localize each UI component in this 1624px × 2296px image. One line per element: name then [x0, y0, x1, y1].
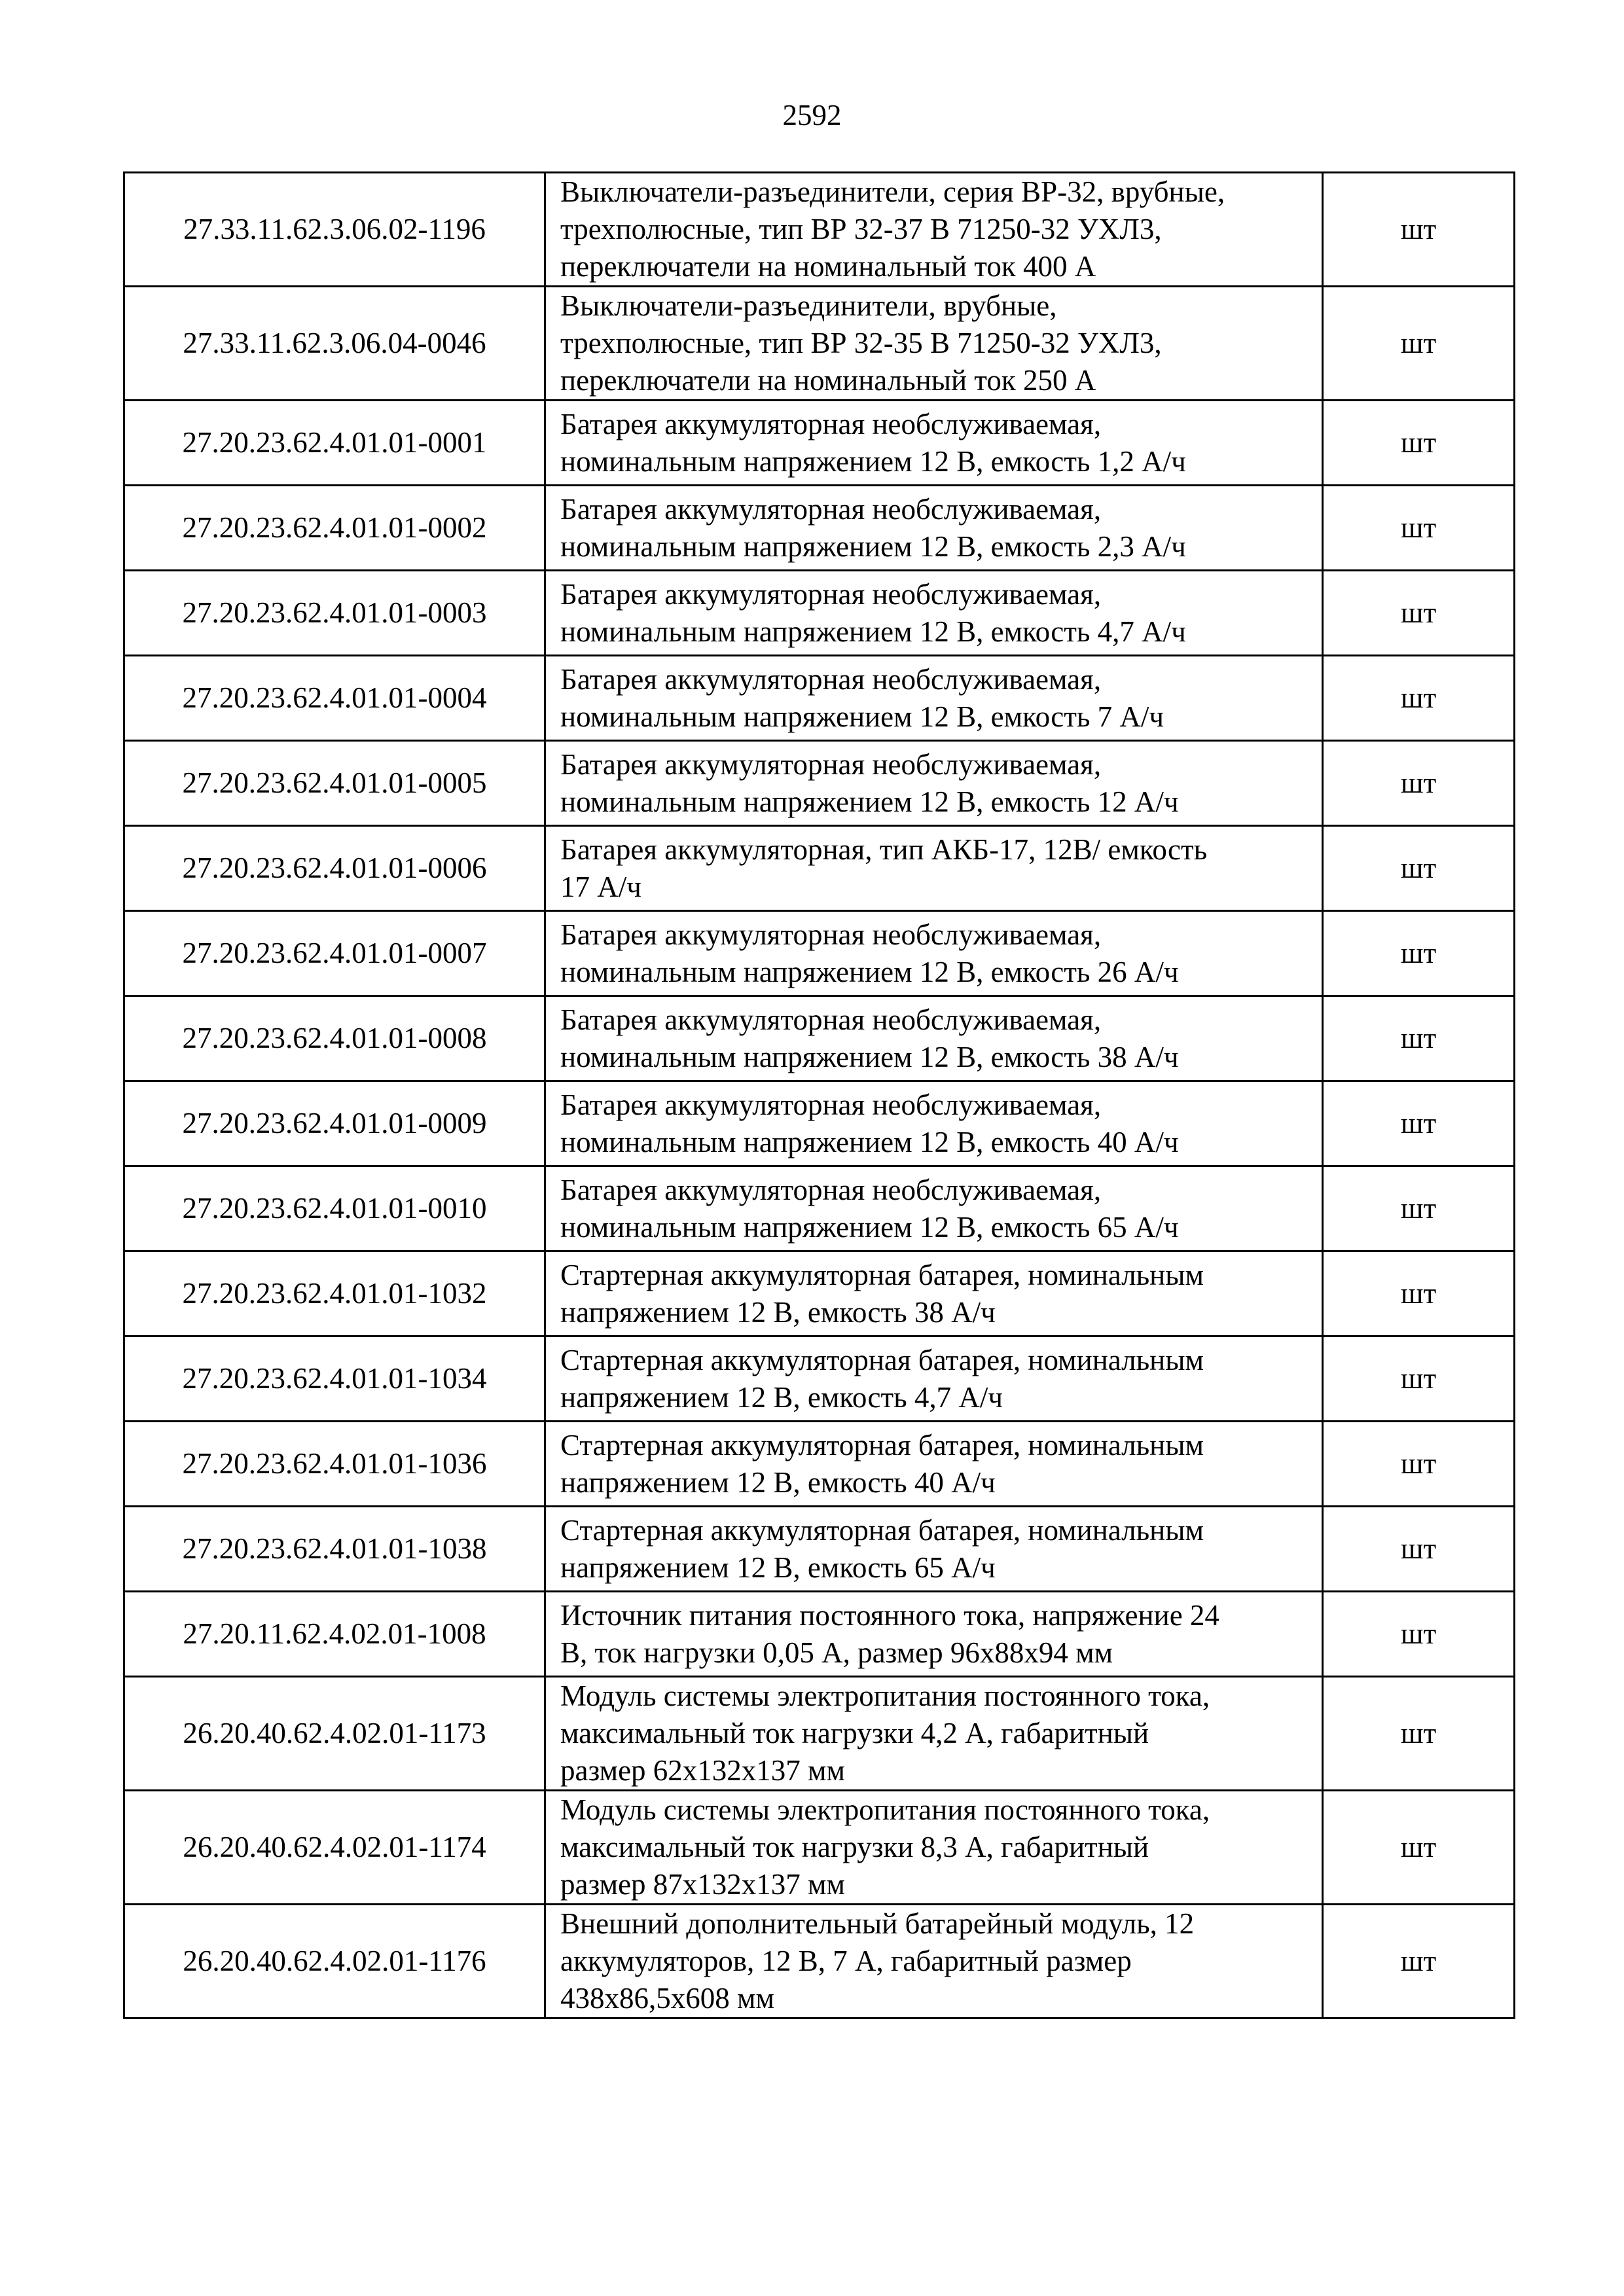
resource-code: 26.20.40.62.4.02.01-1173 [124, 1677, 545, 1791]
unit-of-measure: шт [1323, 1791, 1515, 1905]
description-line: 17 А/ч [560, 870, 641, 903]
unit-of-measure: шт [1323, 1905, 1515, 2018]
resource-code: 27.20.23.62.4.01.01-1036 [124, 1422, 545, 1507]
resource-code: 27.20.23.62.4.01.01-1032 [124, 1251, 545, 1336]
description-line: Батарея аккумуляторная необслуживаемая, [560, 407, 1102, 440]
description-line: трехполюсные, тип ВР 32-37 В 71250-32 УХЛ3, [560, 213, 1162, 245]
description-line: Батарея аккумуляторная необслуживаемая, [560, 747, 1102, 781]
unit-of-measure: шт [1323, 1336, 1515, 1422]
unit-of-measure: шт [1323, 1251, 1515, 1336]
resource-description [545, 1422, 1323, 1507]
description-line: аккумуляторов, 12 В, 7 А, габаритный размер [560, 1945, 1132, 1977]
resource-code: 27.20.23.62.4.01.01-0010 [124, 1166, 545, 1251]
resource-code: 26.20.40.62.4.02.01-1176 [124, 1905, 545, 2018]
table-row [124, 1166, 1515, 1251]
description-line: номинальным напряжением 12 В, емкость 65 А/ч [560, 1210, 1179, 1244]
description-line: Стартерная аккумуляторная батарея, номинальным [560, 1513, 1204, 1547]
description-line: Батарея аккумуляторная необслуживаемая, [560, 662, 1102, 696]
resource-code: 27.20.23.62.4.01.01-0003 [124, 571, 545, 656]
table-row [124, 1592, 1515, 1677]
unit-of-measure: шт [1323, 287, 1515, 401]
resource-code: 27.20.23.62.4.01.01-0008 [124, 996, 545, 1081]
unit-of-measure: шт [1323, 911, 1515, 996]
description-line: Батарея аккумуляторная необслуживаемая, [560, 1088, 1102, 1121]
description-line: номинальным напряжением 12 В, емкость 40 А/ч [560, 1125, 1179, 1158]
resource-code: 27.20.23.62.4.01.01-0005 [124, 741, 545, 826]
description-line: номинальным напряжением 12 В, емкость 2,3 А/ч [560, 529, 1186, 563]
description-line: Батарея аккумуляторная необслуживаемая, [560, 1003, 1102, 1036]
table-row [124, 486, 1515, 571]
resource-description [545, 741, 1323, 826]
table-row [124, 571, 1515, 656]
table-row [124, 996, 1515, 1081]
description-line: Стартерная аккумуляторная батарея, номинальным [560, 1258, 1204, 1291]
resource-description [545, 571, 1323, 656]
unit-of-measure: шт [1323, 1507, 1515, 1592]
resource-description [545, 1905, 1323, 2018]
description-line: номинальным напряжением 12 В, емкость 4,7 А/ч [560, 615, 1186, 648]
unit-of-measure: шт [1323, 1677, 1515, 1791]
description-line: Модуль системы электропитания постоянного тока, [560, 1679, 1210, 1712]
unit-of-measure: шт [1323, 1166, 1515, 1251]
description-line: напряжением 12 В, емкость 65 А/ч [560, 1551, 996, 1584]
table-row [124, 911, 1515, 996]
description-line: размер 87х132х137 мм [560, 1868, 846, 1901]
description-line: напряжением 12 В, емкость 4,7 А/ч [560, 1380, 1003, 1414]
resource-description [545, 996, 1323, 1081]
resource-description [545, 401, 1323, 486]
resource-code: 27.20.23.62.4.01.01-0007 [124, 911, 545, 996]
unit-of-measure: шт [1323, 1422, 1515, 1507]
description-line: 438х86,5х608 мм [560, 1982, 774, 2015]
resource-code: 27.20.23.62.4.01.01-1038 [124, 1507, 545, 1592]
description-line: переключатели на номинальный ток 250 А [560, 364, 1096, 397]
description-line: номинальным напряжением 12 В, емкость 38 А/ч [560, 1040, 1179, 1073]
description-line: номинальным напряжением 12 В, емкость 7 А/ч [560, 700, 1164, 733]
resource-code: 26.20.40.62.4.02.01-1174 [124, 1791, 545, 1905]
table-row [124, 1251, 1515, 1336]
resource-description [545, 1507, 1323, 1592]
description-line: максимальный ток нагрузки 8,3 А, габаритный [560, 1831, 1149, 1863]
unit-of-measure: шт [1323, 1592, 1515, 1677]
unit-of-measure: шт [1323, 401, 1515, 486]
resource-code: 27.33.11.62.3.06.02-1196 [124, 173, 545, 287]
description-line: размер 62х132х137 мм [560, 1754, 846, 1787]
unit-of-measure: шт [1323, 656, 1515, 741]
description-line: Модуль системы электропитания постоянного тока, [560, 1793, 1210, 1826]
description-line: номинальным напряжением 12 В, емкость 26 А/ч [560, 955, 1179, 988]
description-line: Батарея аккумуляторная необслуживаемая, [560, 492, 1102, 526]
table-row [124, 173, 1515, 287]
resource-description [545, 826, 1323, 911]
resource-description [545, 1677, 1323, 1791]
unit-of-measure: шт [1323, 173, 1515, 287]
table-row [124, 741, 1515, 826]
resource-description [545, 911, 1323, 996]
description-line: Батарея аккумуляторная необслуживаемая, [560, 577, 1102, 611]
unit-of-measure: шт [1323, 571, 1515, 656]
table-row [124, 401, 1515, 486]
resource-code: 27.20.23.62.4.01.01-0004 [124, 656, 545, 741]
description-line: Стартерная аккумуляторная батарея, номинальным [560, 1428, 1204, 1462]
resource-code: 27.20.23.62.4.01.01-1034 [124, 1336, 545, 1422]
unit-of-measure: шт [1323, 741, 1515, 826]
unit-of-measure: шт [1323, 826, 1515, 911]
table-row [124, 287, 1515, 401]
description-line: Выключатели-разъединители, серия ВР-32, врубные, [560, 175, 1225, 208]
resource-table [123, 171, 1515, 2019]
description-line: переключатели на номинальный ток 400 А [560, 250, 1096, 283]
table-row [124, 1336, 1515, 1422]
resource-description [545, 1081, 1323, 1166]
description-line: напряжением 12 В, емкость 40 А/ч [560, 1465, 996, 1499]
description-line: трехполюсные, тип ВР 32-35 В 71250-32 УХЛ3, [560, 327, 1162, 359]
description-line: Батарея аккумуляторная, тип АКБ-17, 12В/ емкость [560, 833, 1208, 866]
table-row [124, 826, 1515, 911]
description-line: Источник питания постоянного тока, напряжение 24 [560, 1598, 1219, 1632]
resource-description [545, 1251, 1323, 1336]
description-line: Выключатели-разъединители, врубные, [560, 289, 1057, 322]
unit-of-measure: шт [1323, 996, 1515, 1081]
description-line: номинальным напряжением 12 В, емкость 12 А/ч [560, 785, 1179, 818]
table-row [124, 1791, 1515, 1905]
resource-code: 27.20.11.62.4.02.01-1008 [124, 1592, 545, 1677]
resource-code: 27.33.11.62.3.06.04-0046 [124, 287, 545, 401]
description-line: Внешний дополнительный батарейный модуль, 12 [560, 1907, 1195, 1940]
table-row [124, 1677, 1515, 1791]
description-line: Батарея аккумуляторная необслуживаемая, [560, 918, 1102, 951]
description-line: Стартерная аккумуляторная батарея, номинальным [560, 1343, 1204, 1376]
description-line: В, ток нагрузки 0,05 А, размер 96х88х94 мм [560, 1636, 1113, 1669]
resource-description [545, 1336, 1323, 1422]
resource-description [545, 1166, 1323, 1251]
unit-of-measure: шт [1323, 1081, 1515, 1166]
table-row [124, 656, 1515, 741]
unit-of-measure: шт [1323, 486, 1515, 571]
description-line: номинальным напряжением 12 В, емкость 1,2 А/ч [560, 444, 1186, 478]
resource-description [545, 173, 1323, 287]
description-line: Батарея аккумуляторная необслуживаемая, [560, 1173, 1102, 1206]
description-line: напряжением 12 В, емкость 38 А/ч [560, 1295, 996, 1329]
table-row [124, 1507, 1515, 1592]
table-row [124, 1905, 1515, 2018]
table-row [124, 1422, 1515, 1507]
resource-description [545, 1592, 1323, 1677]
resource-code: 27.20.23.62.4.01.01-0002 [124, 486, 545, 571]
table-row [124, 1081, 1515, 1166]
description-line: максимальный ток нагрузки 4,2 А, габаритный [560, 1717, 1149, 1749]
resource-code: 27.20.23.62.4.01.01-0006 [124, 826, 545, 911]
resource-description [545, 486, 1323, 571]
resource-description [545, 656, 1323, 741]
table-body [124, 173, 1515, 2018]
resource-description [545, 287, 1323, 401]
page-number: 2592 [782, 99, 842, 132]
resource-description [545, 1791, 1323, 1905]
resource-code: 27.20.23.62.4.01.01-0009 [124, 1081, 545, 1166]
resource-code: 27.20.23.62.4.01.01-0001 [124, 401, 545, 486]
